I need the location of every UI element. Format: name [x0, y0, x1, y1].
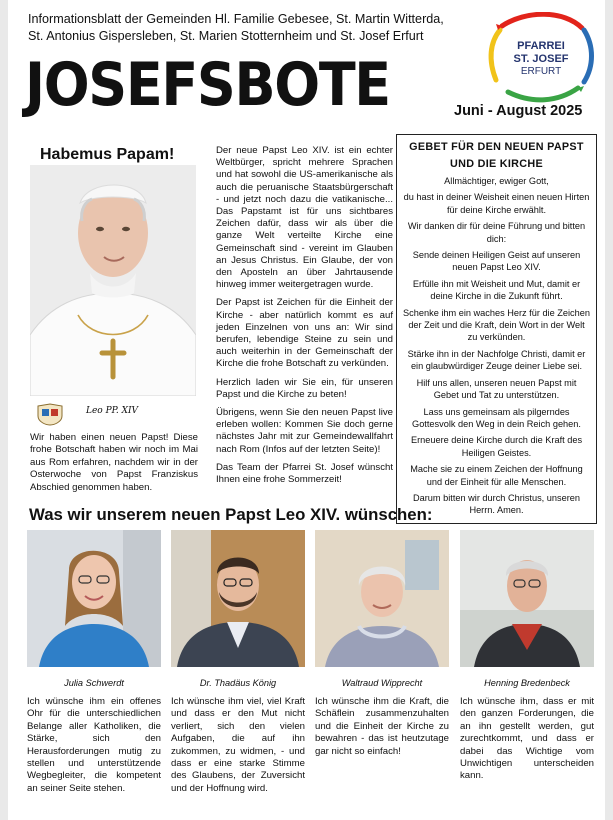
person-photo-image: [460, 530, 594, 667]
issue-date: Juni - August 2025: [454, 103, 583, 119]
papal-coat-of-arms-icon: [30, 402, 70, 426]
editorial-paragraph: Das Team der Pfarrei St. Josef wünscht Ihnen eine frohe Sommerzeit!: [216, 461, 393, 486]
person-photo: [460, 530, 594, 667]
masthead-info: [28, 11, 468, 45]
person-wish-text: Ich wünsche ihm, dass er mit den ganzen Forderungen, die an ihn gestellt werden, gut zurechtkommt, und dass er dabei das Wichtige vom Unwichtigen unterscheiden kann.: [460, 696, 594, 782]
person-wish-text: Ich wünsche ihm ein offenes Ohr für die unterschiedlichen Belange aller Katholiken, die Stärke, sich den Herausforderungen mutig zu stellen und unterstützende Wegbegleiter, die kompetent an seiner Seite stehen.: [27, 696, 161, 794]
person-photo: [315, 530, 449, 667]
person-card: [171, 530, 305, 795]
masthead-info-line-2: St. Antonius Gispersleben, St. Marien Stotternheim und St. Josef Erfurt: [28, 29, 424, 43]
person-wish-text: Ich wünsche ihm die Kraft, die Schäflein zusammenzuhalten und die Einheit der Kirche zu bewahren - das ist heutzutage gar nicht so einfach!: [315, 696, 449, 757]
intro-text: Wir haben einen neuen Papst! Diese frohe Botschaft haben wir noch im Mai aus Rom erfahren, nachdem wir in der Osterwoche von Papst Franziskus Abschied genommen haben.: [30, 432, 198, 493]
person-photo-image: [315, 530, 449, 667]
prayer-line: Allmächtiger, ewiger Gott,: [444, 176, 549, 186]
person-name: Waltraud Wipprecht: [341, 678, 423, 688]
masthead-title: JOSEFSBOTE: [25, 50, 390, 120]
prayer-line: Stärke ihn in der Nachfolge Christi, damit er ein glaubwürdiger Zeuge deiner Liebe sei.: [407, 348, 586, 372]
newsletter-page: [8, 0, 605, 820]
signature-text: Leo PP. XIV: [86, 406, 139, 416]
prayer-line: Sende deinen Heiligen Geist auf unseren neuen Papst Leo XIV.: [412, 250, 581, 273]
person-card: [460, 530, 594, 783]
logo-line-2: ST. JOSEF: [513, 53, 569, 65]
prayer-line: du hast in deiner Weisheit einen neuen Hirten für deine Kirche erwählt.: [403, 192, 590, 215]
editorial-paragraph: Übrigens, wenn Sie den neuen Papst live erleben wollen: Kommen Sie doch gerne nächstes Jahr mit zur Gemeindewallfahrt nach Rom (Infos auf der letzten Seite)!: [216, 407, 393, 455]
person-name: Henning Bredenbeck: [484, 678, 570, 688]
editorial-paragraph: Herzlich laden wir Sie ein, für unseren Papst und die Kirche zu beten!: [216, 376, 393, 400]
prayer-box: [396, 134, 597, 524]
logo-line-3: ERFURT: [520, 66, 562, 77]
person-photo: [171, 530, 305, 667]
pope-portrait: [30, 165, 196, 396]
person-card: [315, 530, 449, 758]
prayer-line: Mache sie zu einem Zeichen der Hoffnung und der Einheit für alle Menschen.: [410, 464, 583, 487]
editorial-paragraph: Der neue Papst Leo XIV. ist ein echter Weltbürger, spricht mehrere Sprachen und hat sowohl die US-amerikanische als auch die peruanische Staatsbürgerschaft - und jetzt noch dazu die vatikanische... Das Papstamt ist für uns sichtbares Zeichen dafür, dass wir als über die ganze Welt verteilte Kirche eine Gemeinschaft sind - vereint im Glauben an Jesus Christus. Ein Glaube, der von den Aposteln an über Jahrtausende hinweg immer weitergetragen wurde.: [216, 145, 393, 291]
prayer-title: GEBET FÜR DEN NEUEN PAPST UND DIE KIRCHE: [409, 141, 584, 170]
person-photo: [27, 530, 161, 667]
person-name: Dr. Thadäus König: [199, 678, 277, 688]
prayer-line: Schenke ihm ein waches Herz für die Zeichen der Zeit und die Kraft, dein Wort in der Welt zu verkünden.: [403, 307, 590, 343]
prayer-line: Wir danken dir für deine Führung und bitten dich:: [407, 221, 586, 244]
prayer-line: Hilf uns allen, unseren neuen Papst mit Gebet und Tat zu unterstützen.: [416, 377, 577, 401]
wishes-heading: Was wir unserem neuen Papst Leo XIV. wünschen:: [29, 505, 433, 524]
pope-portrait-image: [30, 165, 196, 396]
prayer-line: Darum bitten wir durch Christus, unseren Herrn. Amen.: [413, 492, 580, 516]
person-photo-image: [171, 530, 305, 667]
editorial-column: [216, 145, 393, 492]
person-wish-text: Ich wünsche ihm viel, viel Kraft und dass er den Mut nicht verliert, sich den vielen Aufgaben, die auf ihn zukommen, zu widmen, - und dass er eine starke Stimme des Glaubens, der Zuversicht und der Hoffnung wird.: [171, 696, 305, 794]
parish-logo: [486, 12, 596, 104]
person-card: [27, 530, 161, 795]
habemus-papam-heading: Habemus Papam!: [40, 146, 175, 163]
prayer-line: Erneuere deine Kirche durch die Kraft des Heiligen Geistes.: [410, 435, 583, 458]
person-name: Julia Schwerdt: [64, 678, 124, 688]
logo-line-1: PFARREI: [517, 40, 565, 52]
editorial-paragraph: Der Papst ist Zeichen für die Einheit der Kirche - aber natürlich kommt es auf jeden Einzelnen von uns an: Wir sind berufen, lebendige Steine zu sein und auch weiterhin in der Gemeinschaft der Kirche die frohe Botschaft zu verkünden.: [216, 297, 393, 370]
person-photo-image: [27, 530, 161, 667]
masthead-info-line-1: Informationsblatt der Gemeinden Hl. Familie Gebesee, St. Martin Witterda,: [28, 12, 444, 26]
prayer-line: Lass uns gemeinsam als pilgerndes Gottesvolk den Weg in dein Reich gehen.: [412, 406, 581, 429]
prayer-line: Erfülle ihn mit Weisheit und Mut, damit er deine Kirche in die Zukunft führt.: [412, 278, 581, 302]
pope-signature: [30, 402, 196, 426]
